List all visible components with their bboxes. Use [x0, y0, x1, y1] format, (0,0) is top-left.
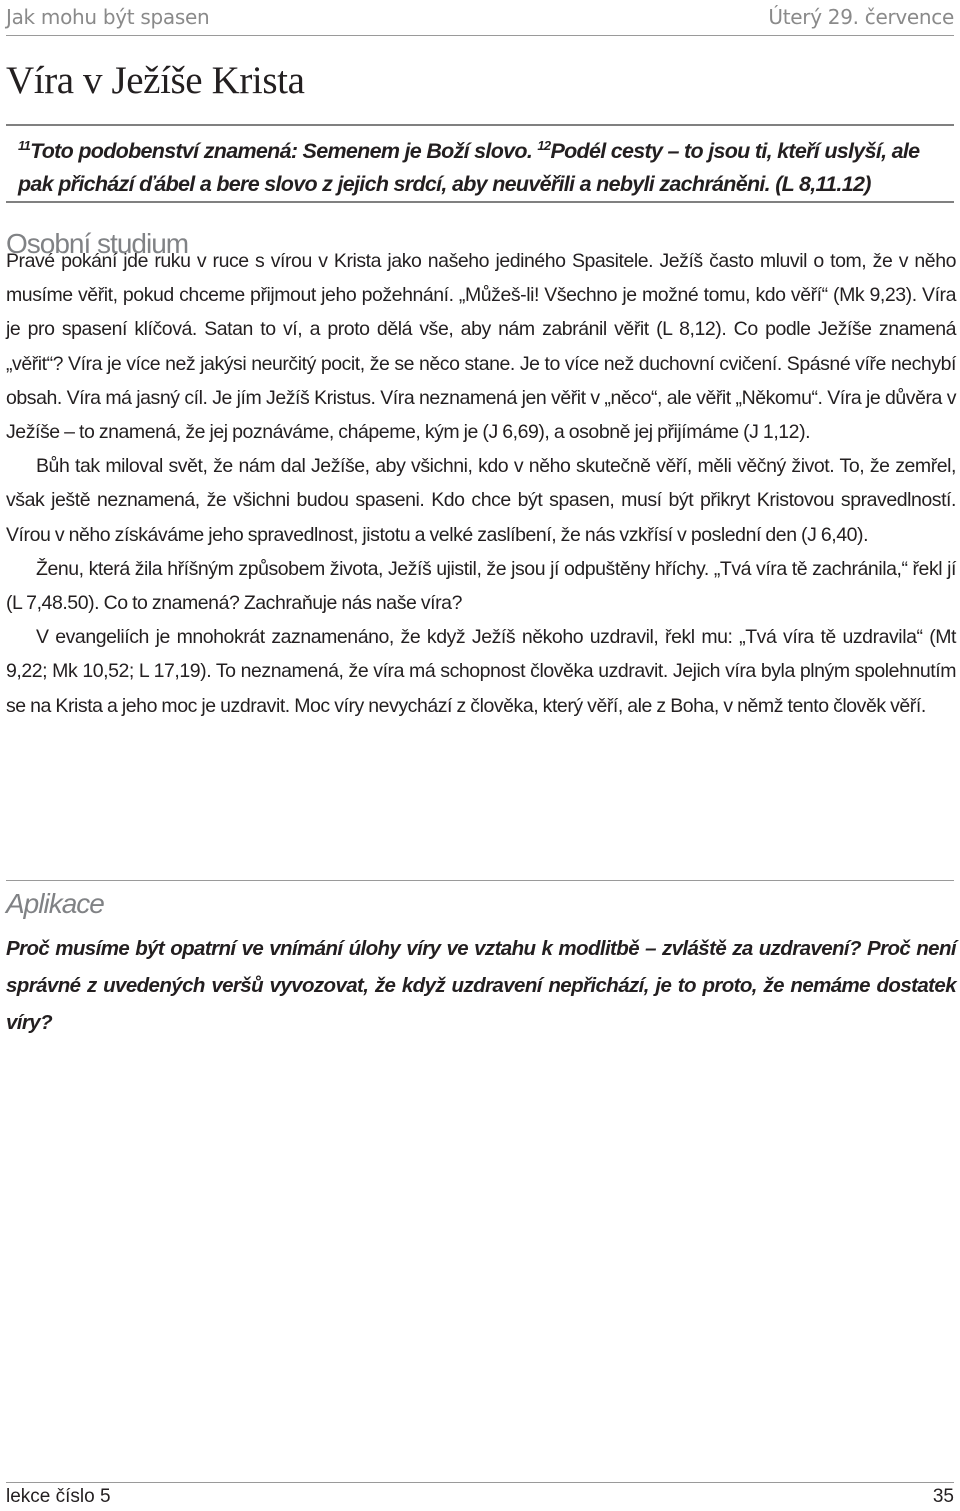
study-heading: Osobní studium — [6, 228, 189, 259]
study-paragraph: V evangeliích je mnohokrát zaznamenáno, že když Ježíš někoho uzdravil, řekl mu: „Tvá víra tě uzdravila“ (Mt 9,22; Mk 10,52; L 17,19). To neznamená, že víra má schopnost člověka uzdravit. Jejich víra byla plným spolehnutím se na Krista a jeho moc je uzdravit. Moc víry nevychází z člověka, který věří, ale z Boha, v němž tento člověk věří. — [6, 626, 956, 717]
bible-verse-box — [6, 124, 954, 203]
page-footer — [6, 1484, 954, 1510]
header-divider — [6, 35, 954, 36]
lesson-number: lekce číslo 5 — [6, 1486, 111, 1507]
verse-number: 12 — [537, 138, 551, 153]
page-number: 35 — [932, 1486, 954, 1507]
study-paragraph: Pravé pokání jde ruku v ruce s vírou v Krista jako našeho jediného Spasitele. Ježíš často mluvil o tom, že v něho musíme věřit, pokud chceme přijmout jeho požehnání. „Můžeš-li! Všechno je možné tomu, kdo věří“ (Mk 9,23). Víra je pro spasení klíčová. Satan to ví, a proto dělá vše, aby nám zabránil věřit (L 8,12). Co podle Ježíše znamená „věřit“? Víra je více než jakýsi neurčitý pocit, že se něco stane. Je to více než duchovní cvičení. Spásné víře nechybí obsah. Víra má jasný cíl. Je jím Ježíš Kristus. Víra neznamená jen věřit v „něco“, ale věřit „Někomu“. Víra je důvěra v Ježíše – to znamená, že jej poznáváme, chápeme, kým je (J 6,69), a osobně jej přijímáme (J 1,12). — [6, 250, 956, 444]
verse-reference: (L 8,11.12) — [775, 172, 871, 196]
study-paragraph: Bůh tak miloval svět, že nám dal Ježíše, aby všichni, kdo v něho skutečně věří, měli věčný život. To, že zemřel, však ještě neznamená, že všichni budou spaseni. Kdo chce být spasen, musí být přikryt Kristovou spravedlností. Vírou v něho získáváme jeho spravedlnost, jistotu a velké zaslíbení, že nás vzkřísí v poslední den (J 6,40). — [6, 455, 956, 546]
application-text: Proč musíme být opatrní ve vnímání úlohy víry ve vztahu k modlitbě – zvláště za uzdravení? Proč není správné z uvedených veršů vyvozovat, že když uzdravení nepřichází, je to proto, že nemáme dostatek víry? — [6, 937, 956, 1034]
header-book-title: Jak mohu být spasen — [6, 5, 210, 29]
application-divider — [6, 880, 954, 881]
application-heading: Aplikace — [6, 888, 104, 919]
running-header — [6, 2, 954, 32]
verse-text: Podél cesty – to jsou ti, kteří uslyší, ale pak přichází ďábel a bere slovo z jejich srdcí, aby neuvěřili a nebyli zachráněni. — [18, 139, 920, 196]
study-paragraph: Ženu, která žila hříšným způsobem života, Ježíš ujistil, že jsou jí odpuštěny hříchy. „Tvá víra tě zachránila,“ řekl jí (L 7,48.50). Co to znamená? Zachraňuje nás naše víra? — [6, 557, 956, 615]
verse-text: Toto podobenství znamená: Semenem je Boží slovo. — [30, 139, 538, 163]
header-date: Úterý 29. července — [768, 5, 954, 29]
page-title: Víra v Ježíše Krista — [6, 59, 305, 102]
study-text — [6, 244, 956, 723]
verse-number: 11 — [18, 138, 31, 153]
footer-divider — [6, 1482, 954, 1483]
